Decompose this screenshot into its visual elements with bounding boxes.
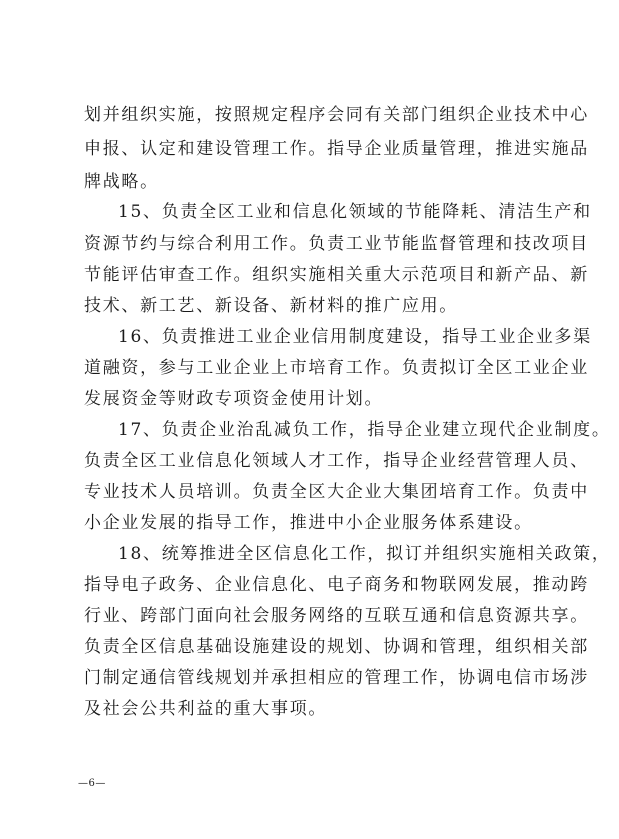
text-line: 牌战略。 <box>84 172 159 192</box>
page-number: —6— <box>78 778 106 789</box>
text-line: 行业、跨部门面向社会服务网络的互联互通和信息资源共享。 <box>84 606 589 626</box>
text-line: 资源节约与综合利用工作。负责工业节能监督管理和技改项目 <box>84 234 589 254</box>
text-line: 划并组织实施，按照规定程序会同有关部门组织企业技术中心 <box>84 105 589 125</box>
text-line: 技术、新工艺、新设备、新材料的推广应用。 <box>84 296 458 316</box>
paragraph-15-start: 15、负责全区工业和信息化领域的节能降耗、清洁生产和 <box>118 202 592 222</box>
text-line: 小企业发展的指导工作，推进中小企业服务体系建设。 <box>84 513 533 533</box>
paragraph-16-start: 16、负责推进工业企业信用制度建设，指导工业企业多渠 <box>118 327 592 347</box>
text-line: 节能评估审查工作。组织实施相关重大示范项目和新产品、新 <box>84 265 589 285</box>
text-line: 门制定通信管线规划并承担相应的管理工作，协调电信市场涉 <box>84 668 589 688</box>
text-line: 及社会公共利益的重大事项。 <box>84 699 328 719</box>
text-line: 道融资，参与工业企业上市培育工作。负责拟订全区工业企业 <box>84 358 589 378</box>
text-line: 专业技术人员培训。负责全区大企业大集团培育工作。负责中 <box>84 482 589 502</box>
text-line: 负责全区工业信息化领域人才工作，指导企业经营管理人员、 <box>84 451 589 471</box>
text-line: 指导电子政务、企业信息化、电子商务和物联网发展，推动跨 <box>84 575 589 595</box>
text-line: 负责全区信息基础设施建设的规划、协调和管理，组织相关部 <box>84 637 589 657</box>
paragraph-17-start: 17、负责企业治乱减负工作，指导企业建立现代企业制度。 <box>118 420 611 440</box>
text-line: 发展资金等财政专项资金使用计划。 <box>84 389 384 409</box>
paragraph-18-start: 18、统筹推进全区信息化工作，拟订并组织实施相关政策， <box>118 544 611 564</box>
text-line: 申报、认定和建设管理工作。指导企业质量管理，推进实施品 <box>84 139 589 159</box>
